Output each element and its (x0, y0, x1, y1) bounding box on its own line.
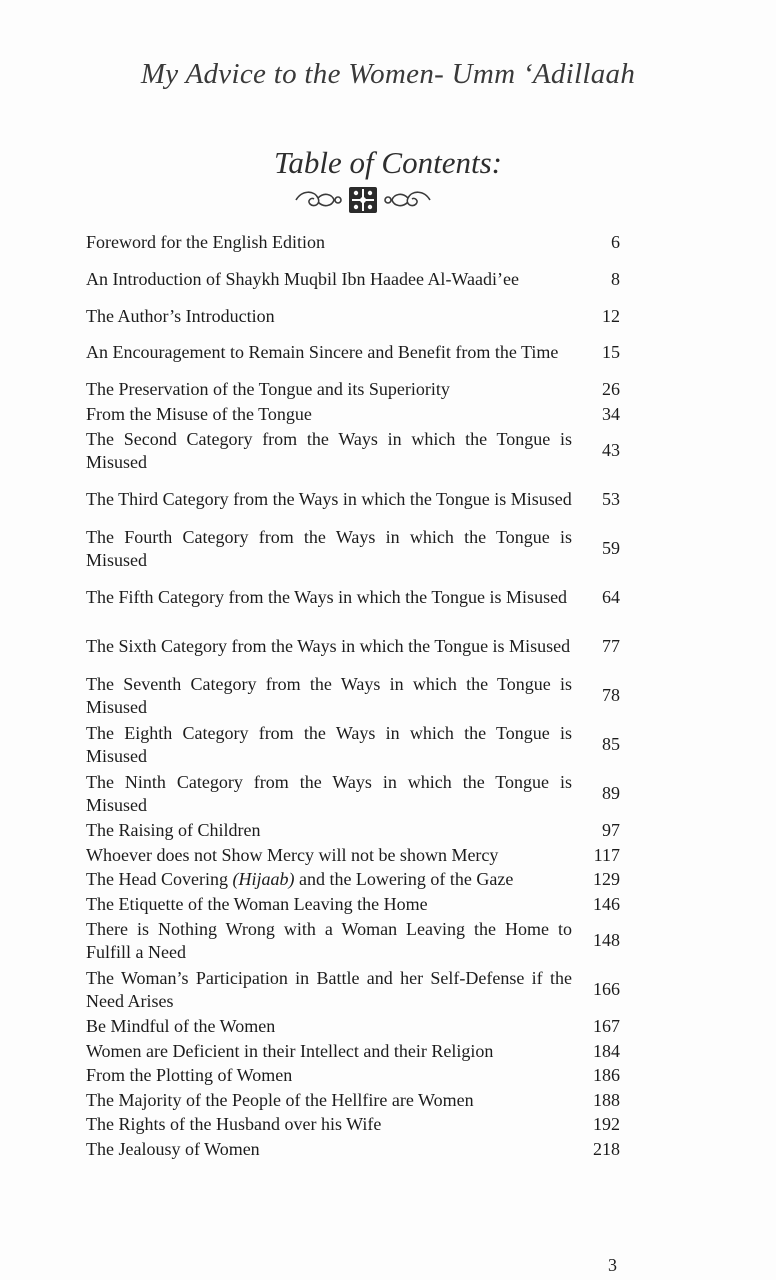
toc-entry-page-number: 167 (593, 1016, 620, 1036)
toc-entry-page-number: 77 (602, 636, 620, 657)
toc-entry-title: The Jealousy of Women (86, 1138, 260, 1159)
toc-entry-page-number: 97 (602, 820, 620, 840)
toc-entry[interactable] (86, 1063, 622, 1088)
toc-entry-title (86, 868, 572, 891)
toc-entry[interactable] (86, 1088, 622, 1113)
toc-entry-title: An Encouragement to Remain Sincere and Benefit from the Time (86, 342, 559, 363)
toc-entry-title-italic: (Hijaab) (232, 869, 295, 889)
toc-entry-page-number: 166 (593, 979, 620, 1000)
toc-entry-title: Foreword for the English Edition (86, 232, 325, 252)
toc-entry-title: The Rights of the Husband over his Wife (86, 1114, 382, 1134)
toc-entry[interactable] (86, 1039, 622, 1064)
toc-entry[interactable] (86, 402, 622, 427)
toc-entry[interactable] (86, 916, 622, 965)
toc-entry[interactable] (86, 843, 622, 868)
toc-entry-page-number: 59 (602, 538, 620, 559)
toc-entry-page-number: 34 (602, 403, 620, 424)
toc-entry-page-number: 26 (602, 379, 620, 399)
toc-entry-page-number: 129 (593, 869, 620, 889)
toc-entry-title: The Preservation of the Tongue and its Superiority (86, 379, 450, 399)
toc-entry[interactable] (86, 720, 622, 769)
toc-entry[interactable] (86, 622, 622, 671)
toc-entry-page-number: 148 (593, 930, 620, 951)
toc-entry-page-number: 6 (611, 232, 620, 252)
toc-entry-page-number: 186 (593, 1065, 620, 1085)
decorative-ornament-icon (288, 180, 438, 220)
toc-entry-page-number: 64 (602, 587, 620, 608)
toc-entry-page-number: 192 (593, 1114, 620, 1134)
toc-entry-page-number: 8 (611, 268, 620, 289)
toc-entry[interactable] (86, 1014, 622, 1039)
toc-entry-title: The Majority of the People of the Hellfire are Women (86, 1089, 474, 1110)
toc-entry-title: An Introduction of Shaykh Muqbil Ibn Haadee Al-Waadi’ee (86, 268, 519, 289)
toc-entry-page-number: 89 (602, 783, 620, 804)
toc-entry[interactable] (86, 818, 622, 843)
toc-entry-page-number: 188 (593, 1089, 620, 1110)
toc-entry-title: The Ninth Category from the Ways in which the Tongue is Misused (86, 772, 572, 815)
toc-entry-title: The Seventh Category from the Ways in which the Tongue is Misused (86, 674, 572, 717)
toc-entry[interactable] (86, 867, 622, 892)
toc-entry[interactable] (86, 573, 622, 622)
toc-entry-page-number: 117 (593, 844, 620, 865)
toc-entry[interactable] (86, 377, 622, 402)
toc-entry-page-number: 15 (602, 342, 620, 363)
toc-entry-page-number: 85 (602, 734, 620, 755)
toc-entry-title: The Third Category from the Ways in which the Tongue is Misused (86, 489, 572, 510)
toc-entry-title-part: and the Lowering of the Gaze (294, 869, 514, 889)
toc-entry[interactable] (86, 524, 622, 573)
toc-entry-page-number: 78 (602, 685, 620, 706)
toc-entry-title: The Fifth Category from the Ways in which the Tongue is Misused (86, 587, 568, 608)
toc-entry-title: The Sixth Category from the Ways in which the Tongue is Misused (86, 636, 571, 657)
toc-entry-title: Whoever does not Show Mercy will not be shown Mercy (86, 844, 499, 865)
toc-entry-title: The Etiquette of the Woman Leaving the Home (86, 893, 428, 914)
toc-entry-title: The Raising of Children (86, 820, 261, 840)
toc-entry-page-number: 218 (593, 1138, 620, 1159)
toc-entry-title: From the Misuse of the Tongue (86, 403, 312, 424)
toc-entry-title: There is Nothing Wrong with a Woman Leaving the Home to Fulfill a Need (86, 919, 572, 962)
toc-entry[interactable] (86, 328, 622, 377)
toc-entry-title: The Eighth Category from the Ways in which the Tongue is Misused (86, 723, 572, 766)
toc-entry-page-number: 184 (593, 1040, 620, 1061)
toc-entry[interactable] (86, 426, 622, 475)
toc-entry[interactable] (86, 965, 622, 1014)
toc-entry[interactable] (86, 1137, 622, 1162)
toc-title: Table of Contents: (274, 145, 502, 180)
toc-entry-title: The Second Category from the Ways in which the Tongue is Misused (86, 429, 572, 472)
toc-entry-title: Be Mindful of the Women (86, 1016, 276, 1036)
toc-entry-page-number: 43 (602, 440, 620, 461)
toc-entry-title: From the Plotting of Women (86, 1065, 293, 1085)
toc-entry-page-number: 12 (602, 305, 620, 326)
running-header: My Advice to the Women- Umm ‘Adillaah (140, 58, 636, 90)
toc-entry-title: Women are Deficient in their Intellect and their Religion (86, 1040, 494, 1061)
toc-entry-page-number: 146 (593, 893, 620, 914)
toc-entry[interactable] (86, 769, 622, 818)
toc-entry[interactable] (86, 671, 622, 720)
toc-entry-title: The Fourth Category from the Ways in which the Tongue is Misused (86, 527, 572, 570)
toc-entry[interactable] (86, 304, 622, 329)
toc-entry-title: The Woman’s Participation in Battle and her Self-Defense if the Need Arises (86, 968, 572, 1011)
toc-entry-page-number: 53 (602, 489, 620, 510)
toc-entry[interactable] (86, 1112, 622, 1137)
toc-entry[interactable] (86, 892, 622, 917)
toc-entry[interactable] (86, 230, 622, 255)
page-number: 3 (608, 1255, 617, 1275)
toc-entry-title: The Author’s Introduction (86, 305, 275, 326)
toc-entry[interactable] (86, 255, 622, 304)
toc-entry-title-part: The Head Covering (86, 869, 233, 889)
toc-list (86, 230, 622, 1161)
toc-entry[interactable] (86, 475, 622, 524)
